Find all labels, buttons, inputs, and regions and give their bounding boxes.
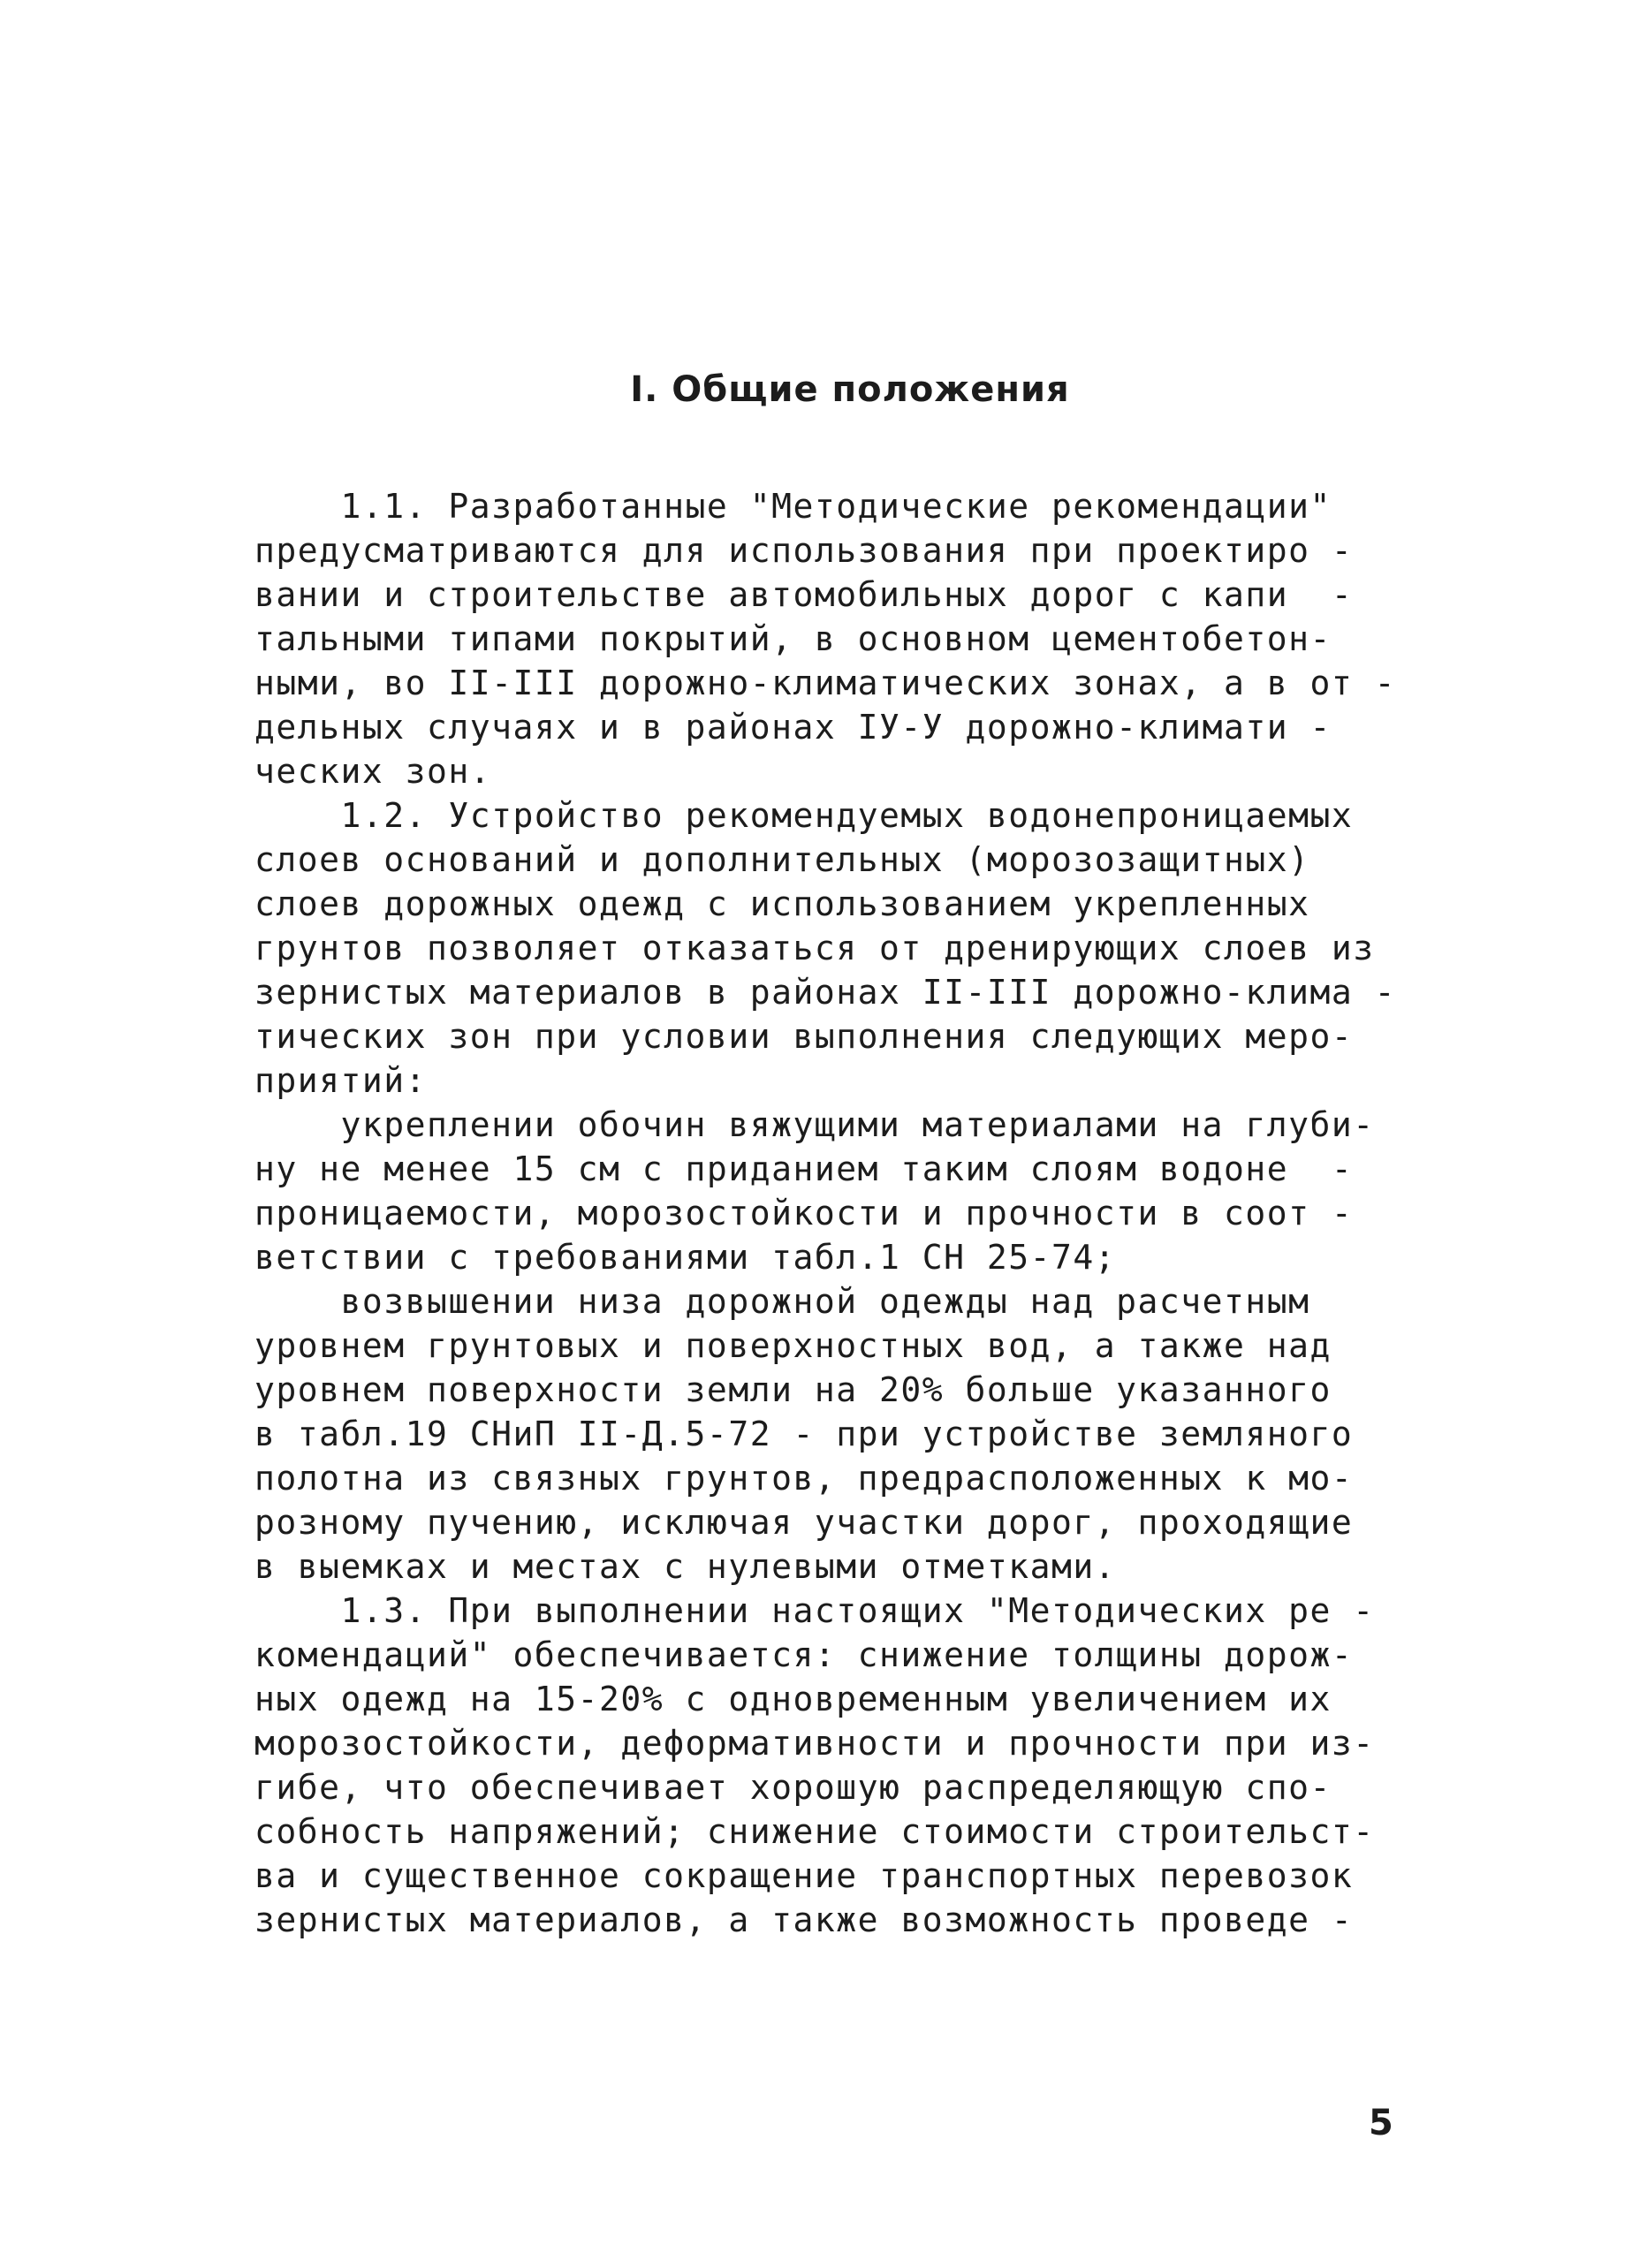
text-line: уровнем грунтовых и поверхностных вод, а также над: [254, 1326, 1332, 1365]
text-line: тических зон при условии выполнения следующих меро-: [254, 1017, 1354, 1056]
text-line: зернистых материалов в районах II-III дорожно-клима -: [254, 973, 1397, 1012]
page-number: 5: [1369, 2103, 1393, 2143]
text-line: ными, во II-III дорожно-климатических зонах, а в от -: [254, 664, 1397, 702]
text-line: розному пучению, исключая участки дорог, проходящие: [254, 1503, 1354, 1542]
text-line: дельных случаях и в районах IУ-У дорожно-климати -: [254, 708, 1332, 747]
text-line: уровнем поверхности земли на 20% больше указанного: [254, 1370, 1332, 1409]
text-line: ческих зон.: [254, 752, 492, 791]
text-line: ва и существенное сокращение транспортных перевозок: [254, 1856, 1354, 1895]
text-line: комендаций" обеспечивается: снижение толщины дорож-: [254, 1635, 1354, 1674]
text-line: полотна из связных грунтов, предрасположенных к мо-: [254, 1459, 1354, 1498]
text-line: 1.3. При выполнении настоящих "Методических ре -: [254, 1591, 1375, 1630]
section-title: I. Общие положения: [630, 369, 1070, 410]
text-line: проницаемости, морозостойкости и прочности в соот -: [254, 1194, 1354, 1233]
text-line: приятий:: [254, 1061, 428, 1100]
text-line: укреплении обочин вяжущими материалами на глуби-: [254, 1105, 1375, 1144]
text-line: ветствии с требованиями табл.1 СН 25-74;: [254, 1238, 1117, 1277]
text-line: собность напряжений; снижение стоимости строительст-: [254, 1812, 1375, 1851]
text-line: 1.1. Разработанные "Методические рекомендации": [254, 487, 1332, 526]
text-line: ных одежд на 15-20% с одновременным увеличением их: [254, 1680, 1332, 1718]
text-line: тальными типами покрытий, в основном цементобетон-: [254, 619, 1332, 658]
text-line: ну не менее 15 см с приданием таким слоям водоне -: [254, 1149, 1354, 1188]
text-line: зернистых материалов, а также возможность проведе -: [254, 1900, 1354, 1939]
text-line: в табл.19 СНиП II-Д.5-72 - при устройстве земляного: [254, 1415, 1354, 1453]
text-line: возвышении низа дорожной одежды над расчетным: [254, 1282, 1310, 1321]
text-line: морозостойкости, деформативности и прочности при из-: [254, 1724, 1375, 1763]
text-line: слоев оснований и дополнительных (морозозащитных): [254, 840, 1310, 879]
text-line: гибе, что обеспечивает хорошую распределяющую спо-: [254, 1768, 1332, 1807]
text-line: предусматриваются для использования при проектиро -: [254, 531, 1354, 570]
text-line: в выемках и местах с нулевыми отметками.: [254, 1547, 1117, 1586]
text-line: грунтов позволяет отказаться от дренирующих слоев из: [254, 929, 1375, 967]
text-line: 1.2. Устройство рекомендуемых водонепроницаемых: [254, 796, 1354, 835]
body-text: [254, 484, 1397, 1942]
text-line: вании и строительстве автомобильных дорог с капи -: [254, 575, 1354, 614]
text-line: слоев дорожных одежд с использованием укрепленных: [254, 884, 1310, 923]
